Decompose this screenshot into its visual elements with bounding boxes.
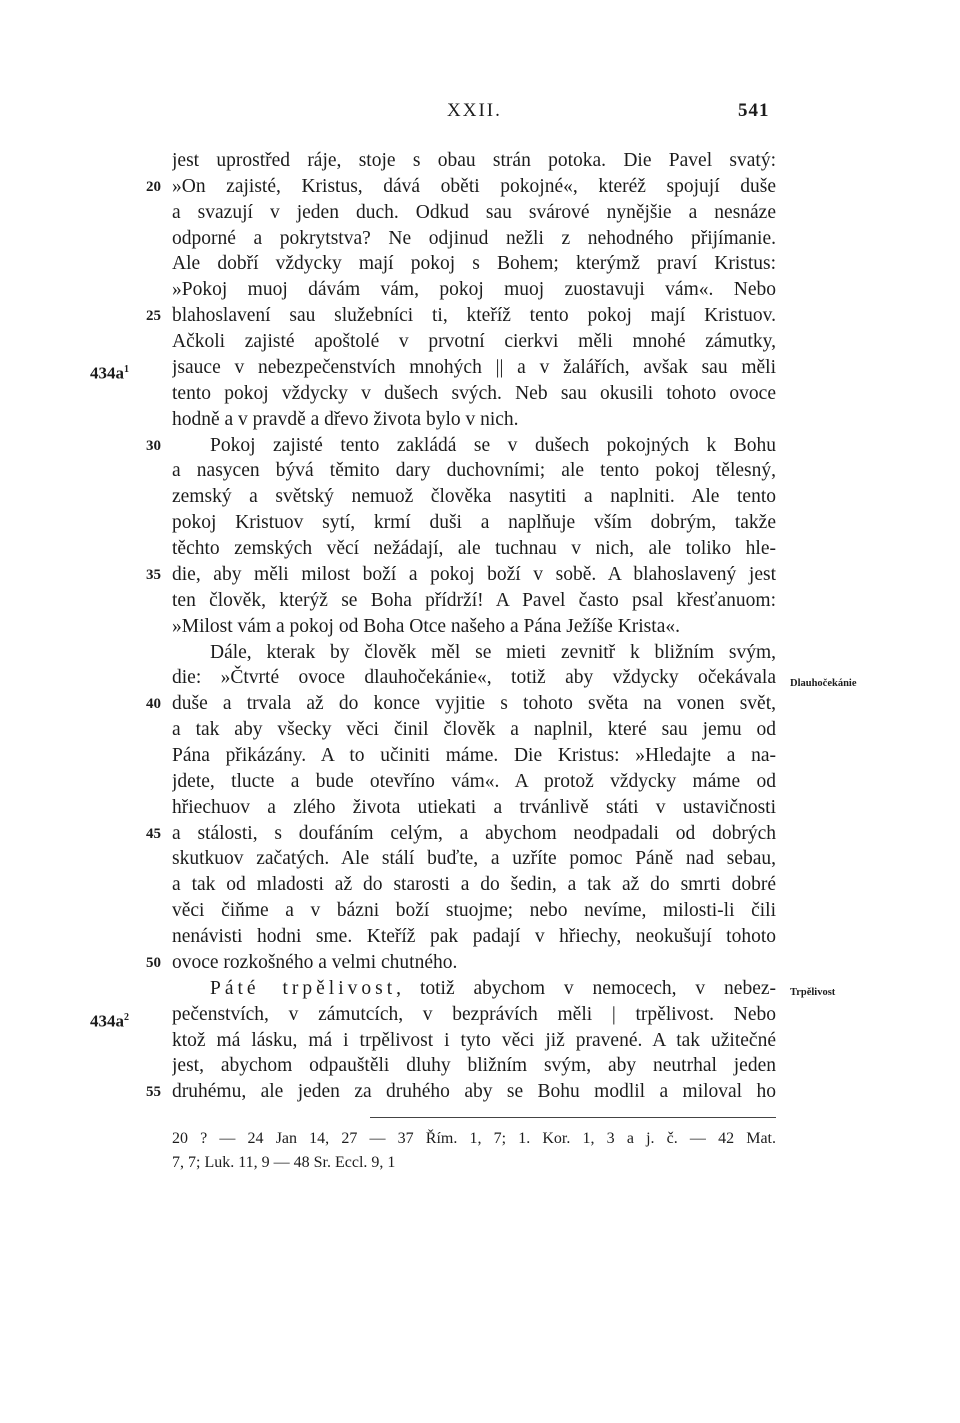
text-line (172, 200, 776, 226)
line-text: Ale dobří vždycky mají pokoj s Bohem; kterýmž praví Kristus: (172, 253, 776, 274)
text-line (172, 458, 776, 484)
side-note: Dlauhočekánie (790, 678, 857, 689)
text-line (172, 303, 776, 329)
text-line (172, 484, 776, 510)
line-number: 25 (146, 308, 161, 324)
line-text: »Milost vám a pokoj od Boha Otce našeho a Pána Ježíše Krista«. (172, 616, 680, 637)
line-text: a tak aby všecky věci činil člověk a naplnil, které sau jemu od (172, 719, 776, 740)
side-note: Trpělivost (790, 987, 836, 998)
text-line (172, 743, 776, 769)
text-line (172, 717, 776, 743)
line-text-rest: , totiž abychom v nemocech, v nebez- (396, 978, 776, 999)
line-text: die, aby měli milost boží a pokoj boží v sobě. A blahoslavený jest (172, 564, 776, 585)
line-text: Pokoj zajisté tento zakládá se v dušech pokojných k Bohu (210, 435, 776, 456)
text-line (172, 691, 776, 717)
text-line (172, 1053, 776, 1079)
line-text: hodně a v pravdě a dřevo života bylo v nich. (172, 409, 519, 430)
line-text: nenávisti hodni sme. Kteříž pak padají v hřiechy, neokušují tohoto (172, 926, 776, 947)
page-number: 541 (738, 100, 770, 121)
line-text: »Pokoj muoj dávám vám, pokoj muoj zuostavuji vám«. Nebo (172, 279, 776, 300)
text-line (172, 872, 776, 898)
line-text: jest, abychom odpauštěli dluhy bližním svým, aby neutrhal jeden (172, 1055, 776, 1076)
footnote-rule (370, 1117, 776, 1118)
text-line (172, 510, 776, 536)
line-text: ten člověk, kterýž se Boha přídrží! A Pavel často psal křesťanuom: (172, 590, 776, 611)
text-line (172, 898, 776, 924)
line-text: a stálosti, s doufáním celým, a abychom neodpadali od dobrých (172, 823, 776, 844)
line-text: ovoce rozkošného a velmi chutného. (172, 952, 458, 973)
line-text: a svazují v jeden duch. Odkud sau svárové nynějšie a nesnáze (172, 202, 776, 223)
text-line (172, 226, 776, 252)
line-text: jdete, tlucte a bude otevříno vám«. A protož vždycky máme od (172, 771, 776, 792)
text-line (172, 562, 776, 588)
text-line (172, 277, 776, 303)
footnote-line: 7, 7; Luk. 11, 9 — 48 Sr. Eccl. 9, 1 (172, 1154, 396, 1171)
text-line (172, 795, 776, 821)
text-line (172, 1028, 776, 1054)
text-line (172, 846, 776, 872)
line-number: 40 (146, 696, 161, 712)
line-text: těchto zemských věcí nežádají, ale tuchnau v nich, ale toliko hle- (172, 538, 776, 559)
line-number: 55 (146, 1084, 161, 1100)
line-text: pečenstvích, v zámutcích, v bezprávích měli | trpělivost. Nebo (172, 1004, 776, 1025)
line-number: 45 (146, 826, 161, 842)
line-text: věci čiňme a v bázni boží stuojme; nebo nevíme, milosti-li čili (172, 900, 776, 921)
text-line (172, 665, 776, 691)
line-number: 20 (146, 179, 161, 195)
text-line (210, 433, 776, 459)
line-text: ktož má lásku, má i trpělivost i tyto věci již pravené. A tak užitečné (172, 1030, 776, 1051)
text-line (172, 769, 776, 795)
line-text: jsauce v nebezpečenstvích mnohých || a v žalářích, avšak sau měli (172, 357, 776, 378)
text-line (210, 976, 776, 1002)
line-text: duše a trvala až do konce vyjitie s tohoto světa na vonen svět, (172, 693, 776, 714)
text-line (172, 924, 776, 950)
line-text: druhému, ale jeden za druhého aby se Bohu modlil a miloval ho (172, 1081, 776, 1102)
text-line (210, 640, 776, 666)
line-text: jest uprostřed ráje, stoje s obau strán potoka. Die Pavel svatý: (172, 150, 776, 171)
text-line (172, 381, 776, 407)
line-number: 35 (146, 567, 161, 583)
text-line (172, 950, 776, 976)
text-line (172, 355, 776, 381)
line-text: »On zajisté, Kristus, dává oběti pokojné«, kteréž spojují duše (172, 176, 776, 197)
text-line (172, 148, 776, 174)
text-line (172, 588, 776, 614)
chapter-heading: XXII. (447, 100, 502, 121)
text-line (172, 1079, 776, 1105)
line-number: 50 (146, 955, 161, 971)
text-line (172, 821, 776, 847)
text-line (172, 614, 776, 640)
text-line (172, 329, 776, 355)
line-text: zemský a světský nemuož člověka nasytiti a naplniti. Ale tento (172, 486, 776, 507)
text-line (172, 536, 776, 562)
line-text: Dále, kterak by člověk měl se mieti zevnitř k bližním svým, (210, 642, 776, 663)
line-text: tento pokoj vždycky v dušech svých. Neb sau okusili tohoto ovoce (172, 383, 776, 404)
line-text: odporné a pokrytstva? Ne odjinud nežli z nehodného přijímanie. (172, 228, 776, 249)
line-number: 30 (146, 438, 161, 454)
text-line (172, 251, 776, 277)
line-text: a tak od mladosti až do starosti a do šedin, a tak až do smrti dobré (172, 874, 776, 895)
line-text: hřiechuov a zlého života utiekati a trvánlivě státi v ustavičnosti (172, 797, 776, 818)
line-text: die: »Čtvrté ovoce dlauhočekánie«, totiž aby vždycky očekávala (172, 667, 776, 688)
text-line (172, 1002, 776, 1028)
line-text: Ačkoli zajisté apoštolé v prvotní cierkvi měli mnohé zámutky, (172, 331, 776, 352)
footnote-line: 20 ? — 24 Jan 14, 27 — 37 Řím. 1, 7; 1. Kor. 1, 3 a j. č. — 42 Mat. (172, 1130, 776, 1147)
line-text: blahoslavení sau služebníci ti, kteříž tento pokoj mají Kristuov. (172, 305, 776, 326)
line-text: a nasycen bývá těmito dary duchovními; ale tento pokoj tělesný, (172, 460, 776, 481)
folio-mark: $434a^1$ (90, 363, 129, 383)
line-text: skutkuov začatých. Ale stálí buďte, a uzříte pomoc Páně nad sebau, (172, 848, 776, 869)
text-line (172, 174, 776, 200)
folio-mark: $434a^2$ (90, 1011, 129, 1031)
line-text: pokoj Kristuov sytí, krmí duši a naplňuje vším dobrým, takže (172, 512, 776, 533)
line-text: Pána přikázány. A to učiniti máme. Die Kristus: »Hledajte a na- (172, 745, 776, 766)
line-text: Páté trpělivost (210, 978, 397, 999)
text-line (172, 407, 776, 433)
